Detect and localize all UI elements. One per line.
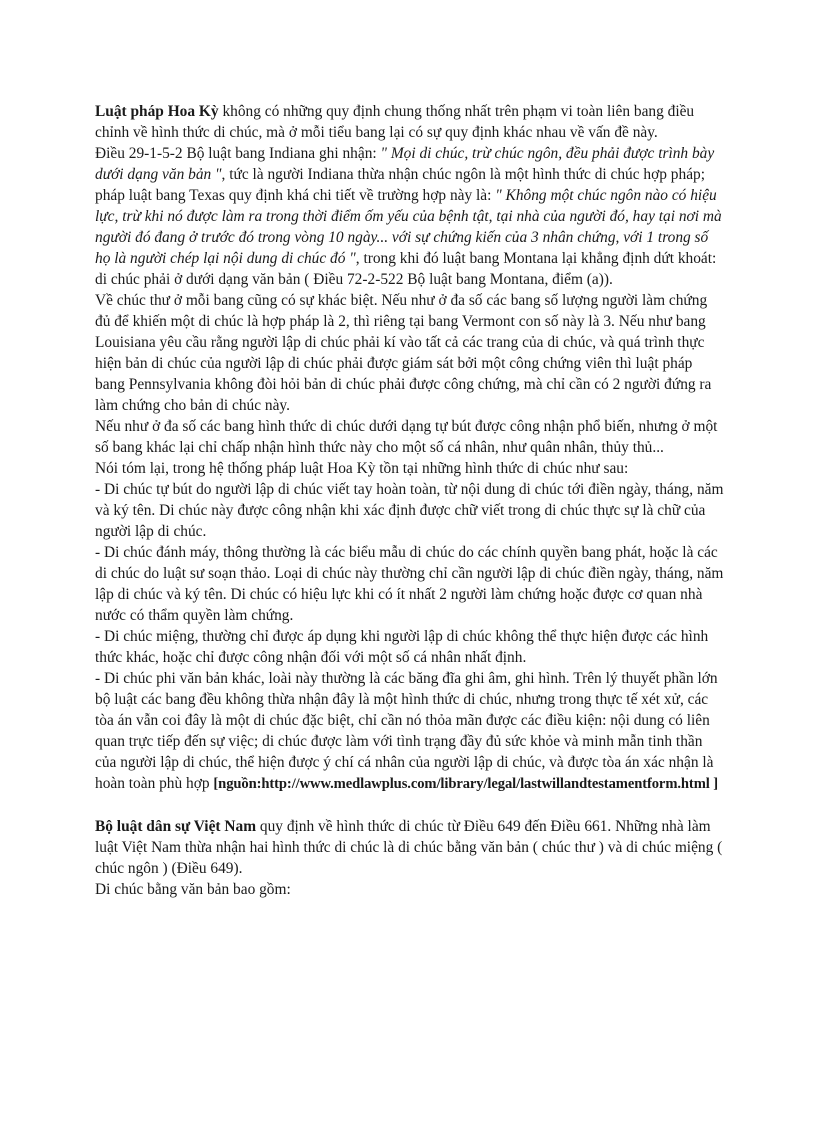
paragraph-text: - Di chúc phi văn bản khác, loài này thường là các băng đĩa ghi âm, ghi hình. Trên lý thuyết phần lớn bộ luật các bang đều không thừa nhận đây là một hình thức di chúc, nhưng trong thực tế xét xử, các tòa án vẫn coi đây là một di chúc đặc biệt, chỉ cần nó thỏa mãn được các điều kiện: nội dung có liên quan trực tiếp đến sự việc; di chúc được làm với tình trạng đầy đủ sức khỏe và minh mẫn tinh thần của người lập di chúc, thể hiện được ý chí cá nhân của người lập di chúc, và được tòa án xác nhận là hoàn toàn phù hợp xyxy=(95,670,718,792)
paragraph-written-will: Di chúc bằng văn bản bao gồm: xyxy=(95,881,291,898)
paragraph-witness-rules: Về chúc thư ở mỗi bang cũng có sự khác biệt. Nếu như ở đa số các bang số lượng người làm chứng đủ để khiến một di chúc là hợp pháp là 2, thì riêng tại bang Vermont con số này là 3. Nếu như bang Louisiana yêu cầu rằng người lập di chúc phải kí vào tất cả các trang của di chúc, và quá trình thực hiện bản di chúc của người lập di chúc phải được giám sát bởi một công chứng viên thì luật pháp bang Pennsylvania không đòi hỏi bản di chúc phải được công chứng, mà chỉ cần có 2 người đứng ra làm chứng cho bản di chúc này. xyxy=(95,292,712,414)
paragraph-text: không có những quy định chung thống nhất trên phạm vi toàn liên bang điều chỉnh về hình thức di chúc, mà ở mỗi tiểu bang lại có sự quy định khác nhau về vấn đề này. xyxy=(95,103,695,141)
list-item-typed-will: - Di chúc đánh máy, thông thường là các biểu mẫu di chúc do các chính quyền bang phát, hoặc là các di chúc do luật sư soạn thảo. Loại di chúc này thường chỉ cần người lập di chúc điền ngày, tháng, năm lập di chúc và ký tên. Di chúc có hiệu lực khi có ít nhất 2 người làm chứng hoặc được cơ quan nhà nước có thẩm quyền làm chứng. xyxy=(95,544,724,624)
bold-lead-vietnam-law: Bộ luật dân sự Việt Nam xyxy=(95,818,257,835)
bold-lead-us-law: Luật pháp Hoa Kỳ xyxy=(95,103,219,120)
quote-texas: " Không một chúc ngôn nào có hiệu lực, trừ khi nó được làm ra trong thời điểm ốm yếu của bệnh tật, tại nhà của người đó, hay tại nơi mà người đó đang ở trước đó trong vòng 10 ngày... với sự chứng kiến của 3 nhân chứng, với 1 trong số họ là người chép lại nội dung di chúc đó " xyxy=(95,187,722,267)
list-item-oral-will: - Di chúc miệng, thường chỉ được áp dụng khi người lập di chúc không thể thực hiện được các hình thức khác, hoặc chỉ được công nhận đối với một số cá nhân nhất định. xyxy=(95,628,709,666)
paragraph-vietnam-law xyxy=(95,816,725,879)
paragraph-state-rules xyxy=(95,143,725,290)
paragraph-text: , tức là người Indiana thừa nhận chúc ngôn là một hình thức di chúc hợp pháp; pháp luật bang Texas quy định khá chi tiết về trường hợp này là: xyxy=(95,166,705,204)
source-citation: [nguồn:http://www.medlawplus.com/library/legal/lastwillandtestamentform.html ] xyxy=(213,776,719,792)
paragraph-holographic: Nếu như ở đa số các bang hình thức di chúc dưới dạng tự bút được công nhận phổ biến, nhưng ở một số bang khác lại chỉ chấp nhận hình thức này cho một số cá nhân, như quân nhân, thủy thủ... xyxy=(95,418,718,456)
quote-indiana: " Mọi di chúc, trừ chúc ngôn, đều phải được trình bày dưới dạng văn bản " xyxy=(95,145,715,183)
document-page xyxy=(95,101,725,900)
paragraph-text: , trong khi đó luật bang Montana lại khẳng định dứt khoát: di chúc phải ở dưới dạng văn bản ( Điều 72-2-522 Bộ luật bang Montana, điểm (a)). xyxy=(95,250,717,288)
list-item-other-will xyxy=(95,668,725,795)
paragraph-text: quy định về hình thức di chúc từ Điều 649 đến Điều 661. Những nhà làm luật Việt Nam thừa nhận hai hình thức di chúc là di chúc bằng văn bản ( chúc thư ) và di chúc miệng ( chúc ngôn ) (Điều 649). xyxy=(95,818,723,877)
blank-line xyxy=(95,795,725,816)
paragraph-text: Điều 29-1-5-2 Bộ luật bang Indiana ghi nhận: xyxy=(95,145,381,162)
list-item-holographic-will: - Di chúc tự bút do người lập di chúc viết tay hoàn toàn, từ nội dung di chúc tới điền ngày, tháng, năm và ký tên. Di chúc này được công nhận khi xác định được chữ viết trong di chúc thực sự là chữ của người lập di chúc. xyxy=(95,481,724,540)
paragraph-summary: Nói tóm lại, trong hệ thống pháp luật Hoa Kỳ tồn tại những hình thức di chúc như sau: xyxy=(95,460,629,477)
paragraph-us-law-intro xyxy=(95,101,725,143)
